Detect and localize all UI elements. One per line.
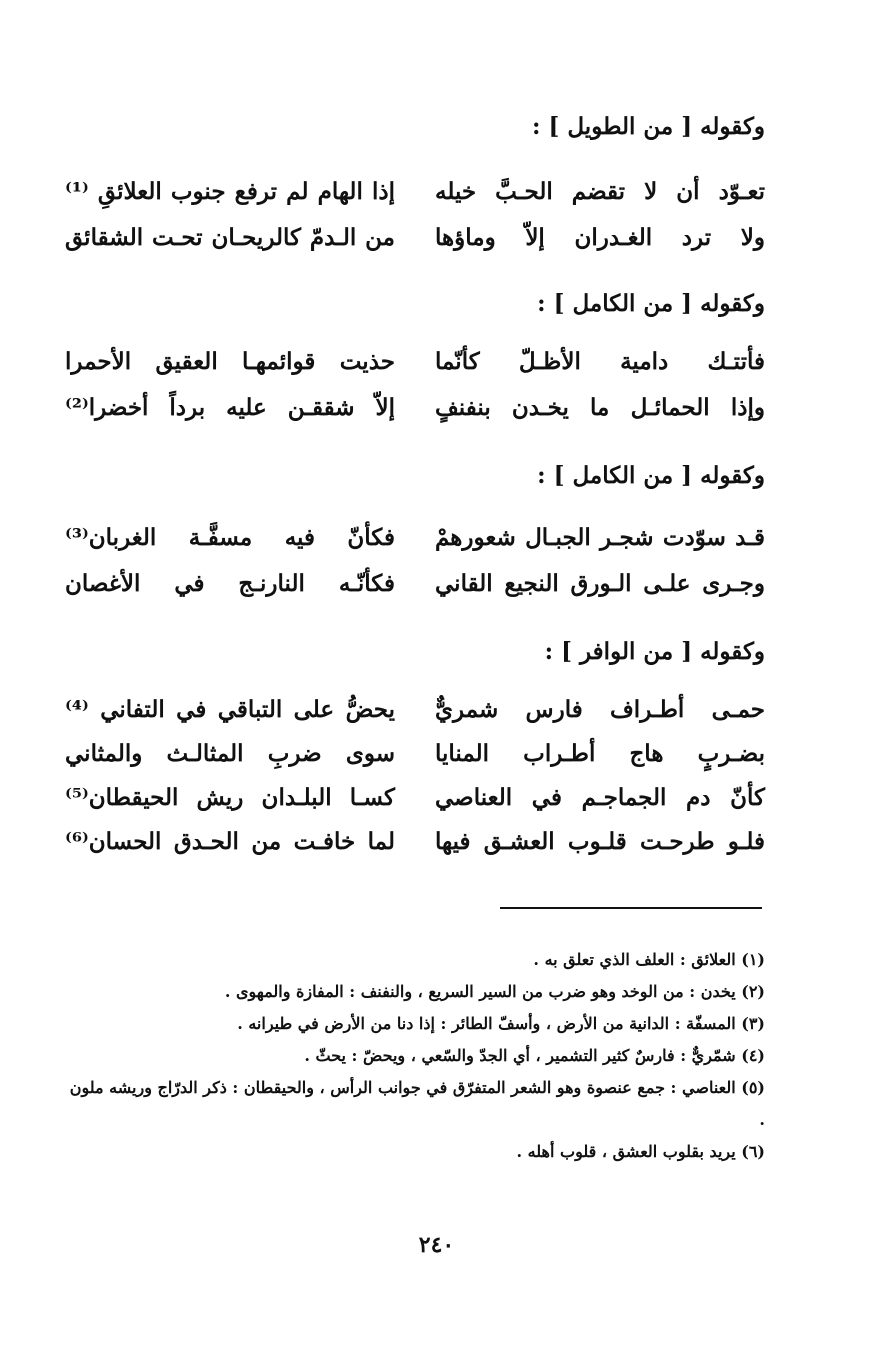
verse-second-hemistich: حذيت قوائمهـا العقيق الأحمرا [65, 347, 395, 375]
verse-line [65, 774, 765, 820]
verse-first-hemistich: كأنّ دم الجماجـم في العناصي [435, 783, 765, 811]
verse-first-hemistich: وإذا الحمائـل ما يخـدن بنفنفٍ [435, 393, 765, 421]
footnote-separator [500, 907, 762, 909]
verse-second-hemistich: سوى ضربِ المثالـث والمثاني [65, 739, 395, 767]
verse-second-hemistich: لما خافـت من الحـدق الحسان⁽⁶⁾ [65, 827, 395, 855]
verse-second-hemistich: يحضُّ على التباقي في التفاني ⁽⁴⁾ [65, 695, 395, 723]
verse-second-hemistich: من الـدمّ كالريحـان تحـت الشقائق [65, 223, 395, 251]
verse-first-hemistich: تعـوّد أن لا تقضم الحـبَّ خيله [435, 177, 765, 205]
verse-line [65, 514, 765, 560]
footnote: (٢) يخدن : من الوخد وهو ضرب من السير السريع ، والنفنف : المفازة والمهوى . [224, 982, 765, 1001]
verse-first-hemistich: فأتتـك دامية الأظـلّ كأنّما [435, 347, 765, 375]
verse-line [65, 338, 765, 384]
verse-line [65, 818, 765, 864]
verse-intro: وكقوله [ من الكامل ] : [537, 462, 765, 489]
verse-second-hemistich: إذا الهام لم ترفع جنوب العلائقِ ⁽¹⁾ [65, 177, 395, 205]
footnote: (٤) شمّريٌّ : فارسٌ كثير التشمير ، أي الجدّ والسّعي ، ويحضّ : يحثّ . [304, 1046, 765, 1065]
footnote: (٣) المسفّة : الدانية من الأرض ، وأسفّ الطائر : إذا دنا من الأرض في طيرانه . [237, 1014, 765, 1033]
verse-line [65, 214, 765, 260]
verse-first-hemistich: بضـربٍ هاج أطـراب المنايا [435, 739, 765, 767]
footnote: (٦) يريد بقلوب العشق ، قلوب أهله . [516, 1142, 765, 1161]
verse-second-hemistich: كسـا البلـدان ريش الحيقطان⁽⁵⁾ [65, 783, 395, 811]
verse-line [65, 560, 765, 606]
verse-first-hemistich: وجـرى علـى الـورق النجيع القاني [435, 569, 765, 597]
verse-second-hemistich: فكأنّـه النارنـج في الأغصان [65, 569, 395, 597]
verse-intro: وكقوله [ من الطويل ] : [532, 113, 765, 140]
footnotes [65, 944, 765, 1168]
verse-first-hemistich: قـد سوّدت شجـر الجبـال شعورهمْ [435, 523, 765, 551]
footnote: (٥) العناصي : جمع عنصوة وهو الشعر المتفرّق في جوانب الرأس ، والحيقطان : ذكر الدرّاج وريشه ملون . [69, 1078, 765, 1129]
verse-line [65, 168, 765, 214]
verse-line [65, 686, 765, 732]
verse-first-hemistich: ولا ترد الغـدران إلاّ وماؤها [435, 223, 765, 251]
verse-intro: وكقوله [ من الكامل ] : [537, 290, 765, 317]
verse-second-hemistich: فكأنّ فيه مسفَّـة الغربان⁽³⁾ [65, 523, 395, 551]
verse-second-hemistich: إلاّ شققـن عليه برداً أخضرا⁽²⁾ [65, 393, 395, 421]
footnote: (١) العلائق : العلف الذي تعلق به . [533, 950, 765, 969]
verse-intro: وكقوله [ من الوافر ] : [544, 638, 765, 665]
verse-first-hemistich: حمـى أطـراف فارس شمريٌّ [435, 695, 765, 723]
verse-first-hemistich: فلـو طرحـت قلـوب العشـق فيها [435, 827, 765, 855]
verse-line [65, 384, 765, 430]
page-number: ٢٤٠ [418, 1232, 455, 1258]
verse-line [65, 730, 765, 776]
